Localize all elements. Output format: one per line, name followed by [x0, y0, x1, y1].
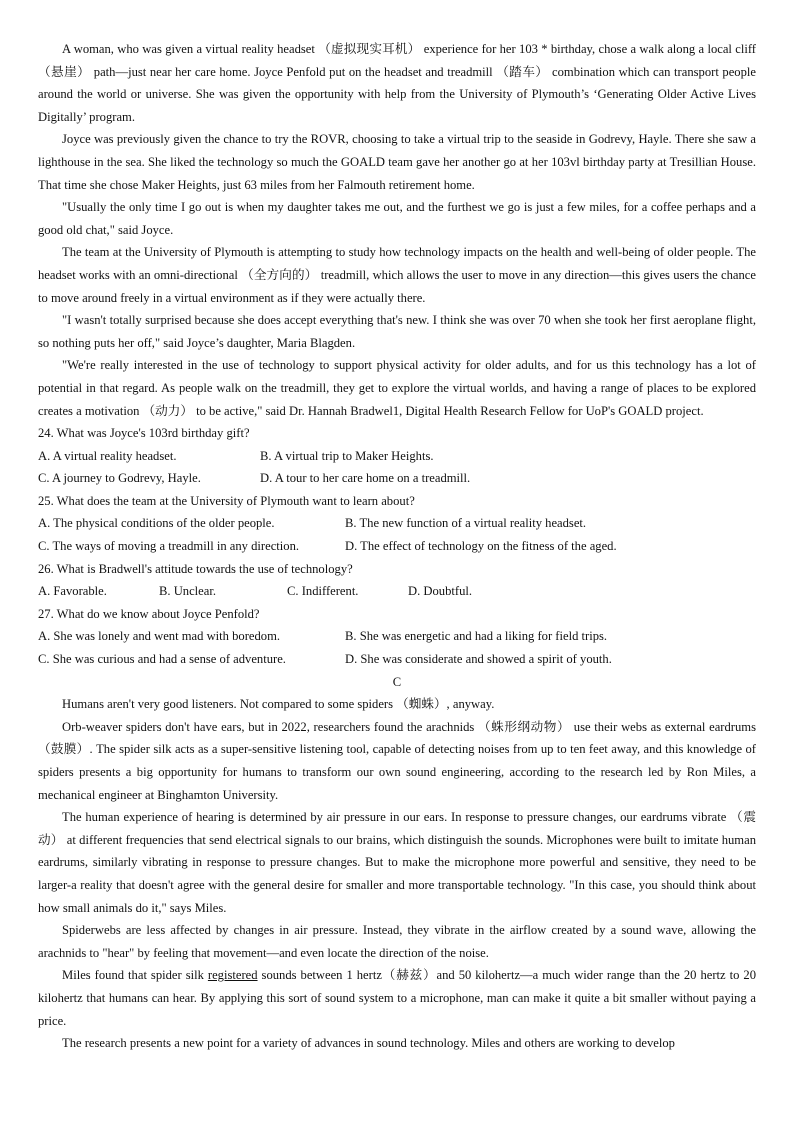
passage-c-paragraph: The research presents a new point for a variety of advances in sound technology. Miles and others are working to develop [62, 1036, 675, 1051]
question-27 [38, 603, 756, 671]
option-d: D. A tour to her care home on a treadmill. [260, 471, 471, 486]
underlined-word: registered [207, 968, 258, 983]
passage-b-paragraph: "I wasn't totally surprised because she does accept everything that's new. I think she was over 70 when she took her first aeroplane flight, so nothing puts her off," said Joyce’s daughter, Maria Blagden. [38, 313, 756, 350]
option-row [38, 512, 756, 535]
option-a: A. The physical conditions of the older people. [38, 516, 275, 531]
text-run: Miles found that spider silk [62, 968, 208, 983]
option-c: C. A journey to Godrevy, Hayle. [38, 471, 201, 486]
passage-c-paragraph [38, 964, 756, 1032]
option-b: B. A virtual trip to Maker Heights. [260, 448, 434, 463]
exam-page [38, 38, 756, 1055]
option-a: A. She was lonely and went mad with boredom. [38, 629, 281, 644]
option-b: B. She was energetic and had a liking for field trips. [345, 629, 608, 644]
option-c: C. Indifferent. [287, 584, 359, 599]
option-b: B. Unclear. [159, 584, 217, 599]
question-stem: 24. What was Joyce's 103rd birthday gift? [38, 426, 250, 441]
option-d: D. The effect of technology on the fitness of the aged. [345, 539, 617, 554]
passage-b-paragraph: The team at the University of Plymouth is attempting to study how technology impacts on the health and well-being of older people. The headset works with an omni-directional （全方向的） treadmill, which allows the user to move in any direction—this gives users the chance to move around freely in a virtual environment as if they were actually there. [38, 245, 756, 305]
passage-b-paragraph: "Usually the only time I go out is when my daughter takes me out, and the furthest we go is just a few miles, for a coffee perhaps and a good old chat," said Joyce. [38, 200, 756, 237]
option-row [38, 625, 756, 648]
option-d: D. Doubtful. [408, 584, 473, 599]
question-stem: 25. What does the team at the University of Plymouth want to learn about? [38, 493, 415, 508]
passage-c-paragraph: Spiderwebs are less affected by changes in air pressure. Instead, they vibrate in the airflow created by a sound wave, allowing the arachnids to "hear" by feeling that movement—and even locate the direction of the noise. [38, 923, 756, 960]
passage-b-paragraph: A woman, who was given a virtual reality headset （虚拟现实耳机） experience for her 103 * birthday, chose a walk along a local cliff （悬崖） path—just near her care home. Joyce Penfold put on the headset and treadmill （踏车） combination which can transport people around the world or universe. She was given the opportunity with help from the University of Plymouth’s ‘Generating Older Active Lives Digitally’ program. [38, 42, 756, 124]
option-row [38, 648, 756, 671]
option-c: C. The ways of moving a treadmill in any direction. [38, 539, 300, 554]
option-a: A. Favorable. [38, 584, 107, 599]
passage-c-paragraph: Orb-weaver spiders don't have ears, but in 2022, researchers found the arachnids （蛛形纲动物） use their webs as external eardrums（鼓膜）. The spider silk acts as a super-sensitive listening tool, capable of detecting noises from up to ten feet away, and this knowledge of spiders presents a big opportunity for humans to transform our own sound engineering, according to the research led by Ron Miles, a mechanical engineer at Binghamton University. [38, 719, 756, 802]
question-stem: 26. What is Bradwell's attitude towards the use of technology? [38, 561, 353, 576]
option-row [38, 445, 756, 468]
passage-c-paragraph: The human experience of hearing is determined by air pressure in our ears. In response to pressure changes, our eardrums vibrate （震动） at different frequencies that send electrical signals to our brains, which distinguish the sounds. Microphones were built to imitate human eardrums, similarly vibrating in response to pressure changes. But to make the microphone more powerful and sensitive, they need to be larger-a reality that doesn't agree with the general desire for smaller and more transportable technology. "In this case, you should think about how small animals do it," says Miles. [38, 810, 756, 915]
passage-c-paragraph: Humans aren't very good listeners. Not compared to some spiders （蜘蛛）, anyway. [62, 697, 495, 712]
text-run: sounds between 1 hertz（赫兹）and 50 kilohertz—a much wider range than the 20 hertz to 20 kilohertz that humans can hear. By applying this sort of sound system to a microphone, man can make it quite a bit smaller without paying a price. [38, 968, 756, 1028]
option-row [38, 467, 756, 490]
option-row [38, 535, 756, 558]
option-d: D. She was considerate and showed a spirit of youth. [345, 652, 612, 667]
section-label: C [392, 674, 402, 689]
question-26 [38, 558, 756, 603]
passage-b-paragraph: Joyce was previously given the chance to try the ROVR, choosing to take a virtual trip to the seaside in Godrevy, Hayle. There she saw a lighthouse in the sea. She liked the technology so much the GOALD team gave her another go at her 103vl birthday party at Tresillian House. That time she chose Maker Heights, just 63 miles from her Falmouth retirement home. [38, 132, 756, 192]
question-24 [38, 422, 756, 490]
question-25 [38, 490, 756, 558]
option-a: A. A virtual reality headset. [38, 448, 177, 463]
passage-b-paragraph: "We're really interested in the use of technology to support physical activity for older adults, and for us this technology has a lot of potential in that regard. As people walk on the treadmill, they get to explore the virtual worlds, and having a range of places to be explored creates a motivation （动力） to be active," said Dr. Hannah Bradwel1, Digital Health Research Fellow for UoP's GOALD project. [38, 358, 756, 418]
question-stem: 27. What do we know about Joyce Penfold? [38, 606, 260, 621]
option-b: B. The new function of a virtual reality headset. [345, 516, 587, 531]
option-row [38, 580, 756, 603]
option-c: C. She was curious and had a sense of adventure. [38, 652, 286, 667]
